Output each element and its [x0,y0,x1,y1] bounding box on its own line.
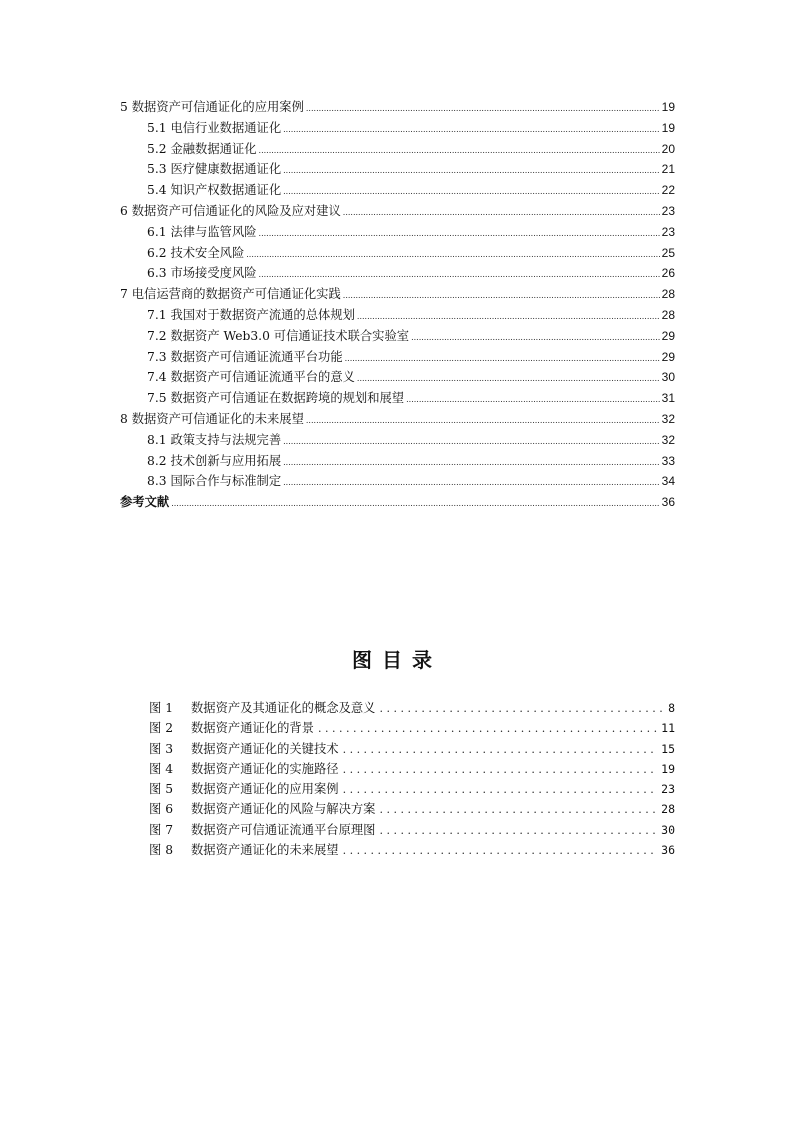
toc-entry[interactable] [120,326,675,347]
toc-entry-title: 6.3 市场接受度风险 [147,266,257,281]
toc-entry[interactable] [120,97,675,118]
figure-index [149,698,675,860]
figure-label: 图 2 [149,721,174,736]
toc-entry-title: 8.2 技术创新与应用拓展 [147,453,282,468]
dot-leader [343,779,658,800]
dot-leader [259,263,660,286]
toc-entry[interactable] [120,347,675,368]
figure-entry[interactable] [149,718,675,738]
toc-entry-title: 8 数据资产可信通证化的未来展望 [120,411,304,426]
dot-leader [379,698,664,719]
figure-entry[interactable] [149,820,675,840]
toc-entry-page: 34 [661,474,675,489]
dot-leader [318,718,657,739]
toc-entry-title: 8.1 政策支持与法规完善 [147,432,282,447]
dot-leader [343,759,658,780]
dot-leader [171,492,659,515]
dot-leader [246,243,659,266]
figure-caption: 数据资产通证化的关键技术 [191,741,339,756]
toc-entry[interactable] [120,492,675,513]
toc-entry[interactable] [120,118,675,139]
toc-entry[interactable] [120,284,675,305]
figure-caption: 数据资产通证化的风险与解决方案 [191,802,376,817]
figure-caption: 数据资产可信通证流通平台原理图 [191,822,376,837]
table-of-contents [120,97,675,513]
toc-entry-page: 32 [661,432,675,447]
toc-entry-title: 6.2 技术安全风险 [147,245,245,260]
dot-leader [306,409,660,432]
toc-entry[interactable] [120,159,675,180]
toc-entry-title: 5.2 金融数据通证化 [147,141,257,156]
toc-entry[interactable] [120,471,675,492]
toc-entry-page: 31 [661,391,675,406]
toc-entry-title: 7.1 我国对于数据资产流通的总体规划 [147,307,355,322]
toc-entry-page: 29 [661,328,675,343]
toc-entry[interactable] [120,243,675,264]
dot-leader [306,97,660,120]
dot-leader [343,201,660,224]
dot-leader [357,367,660,390]
toc-entry-page: 30 [661,370,675,385]
dot-leader [357,305,660,328]
dot-leader [283,430,660,453]
toc-entry[interactable] [120,451,675,472]
toc-entry-page: 25 [661,245,675,260]
toc-entry-page: 33 [661,453,675,468]
figure-entry[interactable] [149,698,675,718]
dot-leader [283,471,660,494]
toc-entry-title: 7.2 数据资产 Web3.0 可信通证技术联合实验室 [147,328,410,343]
figure-label: 图 7 [149,822,174,837]
toc-entry-title: 7.5 数据资产可信通证在数据跨境的规划和展望 [147,391,405,406]
figure-caption: 数据资产通证化的未来展望 [191,843,339,858]
figure-page: 11 [661,721,675,736]
toc-entry-title: 5.1 电信行业数据通证化 [147,120,282,135]
figure-label: 图 6 [149,802,174,817]
dot-leader [283,451,660,474]
toc-entry-title: 5.4 知识产权数据通证化 [147,183,282,198]
figure-page: 8 [668,701,675,715]
toc-entry[interactable] [120,263,675,284]
toc-entry-page: 23 [661,224,675,239]
toc-entry[interactable] [120,367,675,388]
toc-entry-page: 23 [661,203,675,218]
dot-leader [406,388,660,411]
figure-label: 图 8 [149,843,174,858]
figure-entry[interactable] [149,779,675,799]
toc-entry-title: 8.3 国际合作与标准制定 [147,474,282,489]
toc-entry-page: 26 [661,266,675,281]
figure-page: 36 [661,843,675,858]
dot-leader [343,739,658,760]
toc-entry-page: 28 [661,287,675,302]
toc-entry-title: 7.3 数据资产可信通证流通平台功能 [147,349,343,364]
dot-leader [343,284,660,307]
figure-caption: 数据资产通证化的实施路径 [191,761,339,776]
figure-page: 28 [661,802,675,817]
figure-caption: 数据资产通证化的应用案例 [191,782,339,797]
toc-entry[interactable] [120,430,675,451]
dot-leader [259,139,660,162]
figure-index-title: 图目录 [352,648,442,672]
dot-leader [259,222,660,245]
dot-leader [411,326,660,349]
toc-entry[interactable] [120,388,675,409]
figure-caption: 数据资产及其通证化的概念及意义 [191,701,376,715]
toc-entry-page: 32 [661,411,675,426]
figure-caption: 数据资产通证化的背景 [191,721,314,736]
dot-leader [283,159,660,182]
toc-entry-page: 20 [661,141,675,156]
toc-entry-page: 19 [661,100,675,114]
toc-entry-title: 5.3 医疗健康数据通证化 [147,162,282,177]
toc-entry-page: 21 [661,162,675,177]
toc-entry-title: 参考文献 [120,494,170,510]
toc-entry[interactable] [120,180,675,201]
figure-page: 15 [661,741,675,756]
figure-entry[interactable] [149,759,675,779]
figure-entry[interactable] [149,739,675,759]
dot-leader [379,820,657,841]
toc-entry-title: 5 数据资产可信通证化的应用案例 [120,100,304,114]
figure-label: 图 3 [149,741,174,756]
figure-label: 图 4 [149,761,174,776]
dot-leader [343,840,658,861]
toc-entry[interactable] [120,222,675,243]
dot-leader [379,799,657,820]
toc-entry[interactable] [120,409,675,430]
toc-entry-page: 29 [661,349,675,364]
toc-entry-page: 22 [661,183,675,198]
toc-entry-title: 7 电信运营商的数据资产可信通证化实践 [120,287,341,302]
figure-page: 30 [661,822,675,837]
toc-entry-title: 7.4 数据资产可信通证流通平台的意义 [147,370,355,385]
toc-entry[interactable] [120,139,675,160]
figure-page: 23 [661,782,675,797]
dot-leader [283,180,660,203]
toc-entry-page: 19 [661,120,675,135]
dot-leader [345,347,660,370]
toc-entry-page: 36 [661,495,675,510]
toc-entry-title: 6.1 法律与监管风险 [147,224,257,239]
toc-entry-page: 28 [661,307,675,322]
figure-entry[interactable] [149,799,675,819]
figure-label: 图 1 [149,701,174,715]
figure-entry[interactable] [149,840,675,860]
figure-page: 19 [661,761,675,776]
toc-entry[interactable] [120,305,675,326]
dot-leader [283,118,660,141]
figure-label: 图 5 [149,782,174,797]
toc-entry-title: 6 数据资产可信通证化的风险及应对建议 [120,203,341,218]
toc-entry[interactable] [120,201,675,222]
